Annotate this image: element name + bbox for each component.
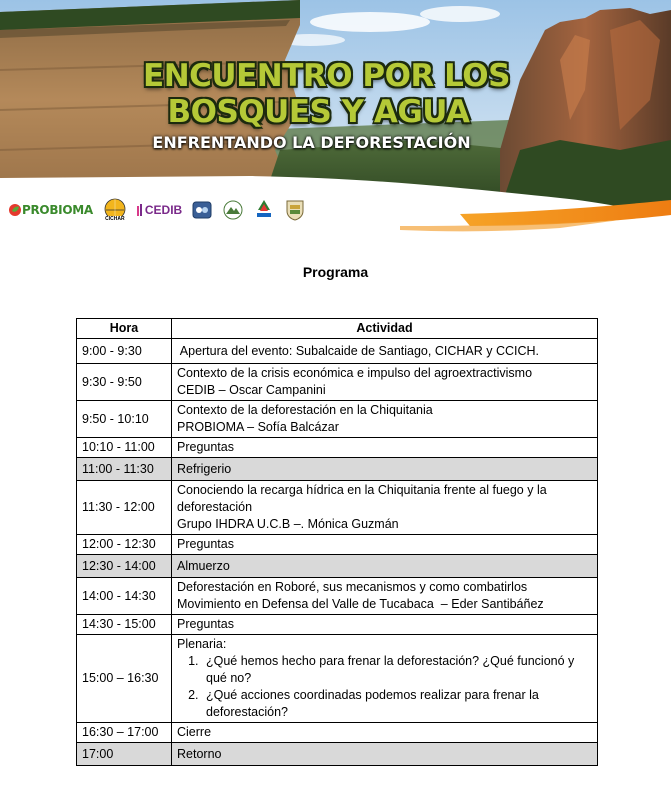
event-subtitle: ENFRENTANDO LA DEFORESTACIÓN xyxy=(152,133,471,152)
activity-line: Grupo IHDRA U.C.B –. Mónica Guzmán xyxy=(177,517,399,531)
probioma-logo-text: PROBIOMA xyxy=(22,203,93,217)
header-hora: Hora xyxy=(77,319,172,339)
time-cell: 11:30 - 12:00 xyxy=(77,481,172,535)
table-header-row xyxy=(77,319,598,339)
shield-icon xyxy=(284,198,306,222)
program-table xyxy=(76,318,598,766)
time-cell: 14:30 - 15:00 xyxy=(77,615,172,635)
cichar-logo-text: CICHAR xyxy=(105,216,125,222)
time-cell: 12:00 - 12:30 xyxy=(77,535,172,555)
activity-cell xyxy=(172,578,598,615)
activity-cell xyxy=(172,339,598,364)
activity-cell: Refrigerio xyxy=(172,458,598,481)
cichar-logo xyxy=(103,198,127,222)
activity-cell: Almuerzo xyxy=(172,555,598,578)
activity-cell xyxy=(172,364,598,401)
time-cell: 9:00 - 9:30 xyxy=(77,339,172,364)
table-row xyxy=(77,743,598,766)
activity-line: Deforestación en Roboré, sus mecanismos y como combatirlos xyxy=(177,580,528,594)
plenaria-questions xyxy=(177,653,592,721)
plenaria-label: Plenaria: xyxy=(177,637,227,651)
table-row xyxy=(77,401,598,438)
time-cell: 12:30 - 14:00 xyxy=(77,555,172,578)
activity-cell: Retorno xyxy=(172,743,598,766)
activity-cell xyxy=(172,635,598,723)
activity-cell xyxy=(172,401,598,438)
sun-icon xyxy=(103,198,127,216)
activity-line: Conociendo la recarga hídrica en la Chiquitania frente al fuego y la deforestación xyxy=(177,483,547,514)
table-row xyxy=(77,438,598,458)
table-row xyxy=(77,555,598,578)
table-row xyxy=(77,364,598,401)
time-cell: 16:30 – 17:00 xyxy=(77,723,172,743)
event-title-block xyxy=(0,58,671,154)
partner-logo-blue xyxy=(192,201,212,219)
time-cell: 9:50 - 10:10 xyxy=(77,401,172,438)
cedib-mark-icon xyxy=(137,204,145,216)
list-item: 2. ¿Qué acciones coordinadas podemos realizar para frenar la deforestación? xyxy=(202,687,592,721)
time-cell: 10:10 - 11:00 xyxy=(77,438,172,458)
partner-logo-shield xyxy=(284,198,306,222)
probioma-leaf-icon xyxy=(8,203,22,217)
page-title: Programa xyxy=(302,264,369,280)
activity-cell: Cierre xyxy=(172,723,598,743)
activity-cell: Preguntas xyxy=(172,438,598,458)
probioma-logo xyxy=(8,203,93,217)
table-row xyxy=(77,615,598,635)
activity-line: PROBIOMA – Sofía Balcázar xyxy=(177,420,339,434)
tucabaca-emblem-icon xyxy=(254,198,274,222)
table-row xyxy=(77,635,598,723)
mountain-icon xyxy=(222,200,244,220)
table-row xyxy=(77,723,598,743)
header-actividad: Actividad xyxy=(172,319,598,339)
activity-line: Contexto de la deforestación en la Chiquitania xyxy=(177,403,433,417)
activity-line: Contexto de la crisis económica e impulso del agroextractivismo xyxy=(177,366,533,380)
time-cell: 11:00 - 11:30 xyxy=(77,458,172,481)
table-row xyxy=(77,535,598,555)
table-row xyxy=(77,578,598,615)
activity-line: Movimiento en Defensa del Valle de Tucabaca – Eder Santibáñez xyxy=(177,597,544,611)
cedib-logo xyxy=(137,203,182,217)
activity-line: Apertura del evento: Subalcaide de Santiago, CICHAR y CCICH. xyxy=(177,343,539,358)
partner-badge-icon xyxy=(192,201,212,219)
partner-logo-mountain xyxy=(222,200,244,220)
activity-cell: Preguntas xyxy=(172,615,598,635)
table-row xyxy=(77,481,598,535)
tucabaca-logo xyxy=(254,198,274,222)
table-row xyxy=(77,458,598,481)
sponsor-logos xyxy=(8,194,316,226)
time-cell: 17:00 xyxy=(77,743,172,766)
cedib-logo-text: CEDIB xyxy=(144,203,183,217)
event-banner xyxy=(0,0,671,232)
list-item: 1. ¿Qué hemos hecho para frenar la deforestación? ¿Qué funcionó y qué no? xyxy=(202,653,592,687)
event-title-line-1: ENCUENTRO POR LOS xyxy=(143,58,510,94)
time-cell: 14:00 - 14:30 xyxy=(77,578,172,615)
event-title-line-2: BOSQUES Y AGUA xyxy=(167,94,470,130)
activity-line: CEDIB – Oscar Campanini xyxy=(177,383,326,397)
time-cell: 9:30 - 9:50 xyxy=(77,364,172,401)
time-cell: 15:00 – 16:30 xyxy=(77,635,172,723)
activity-cell: Preguntas xyxy=(172,535,598,555)
table-row xyxy=(77,339,598,364)
activity-cell xyxy=(172,481,598,535)
